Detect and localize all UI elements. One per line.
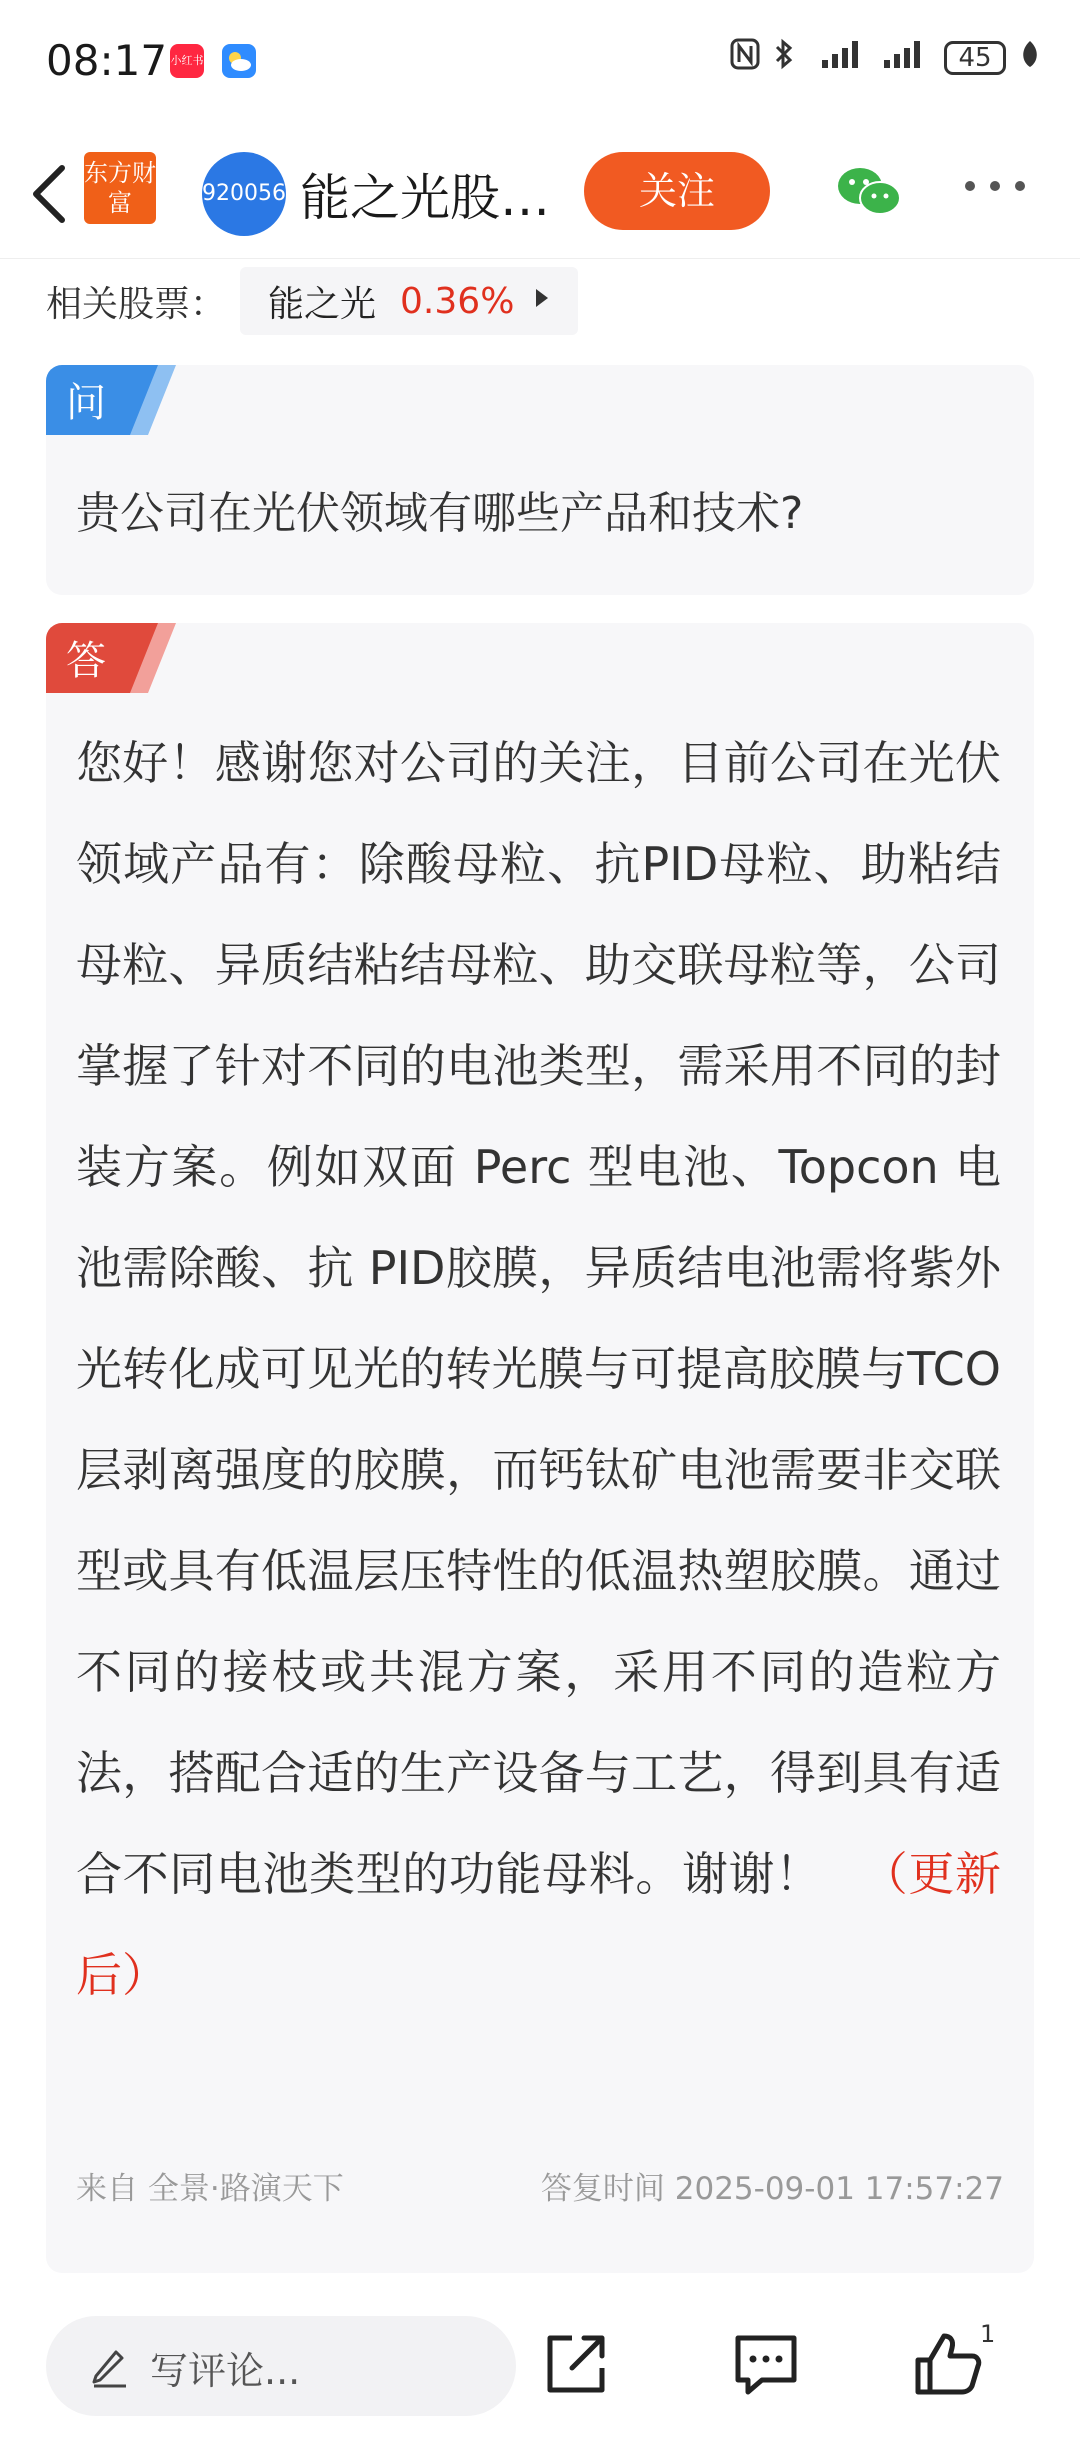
eastmoney-logo: 东方财富 [84,152,156,224]
share-icon [536,2324,616,2404]
answer-tag [46,623,176,693]
share-button[interactable] [536,2324,616,2404]
stock-avatar[interactable]: 920056 [202,152,286,236]
thumbs-up-icon [908,2324,988,2404]
like-count: 1 [980,2320,996,2348]
related-stock-change: 0.36% [400,280,515,322]
top-navigation-bar [0,130,1080,259]
answer-reply-time: 答复时间 2025-09-01 17:57:27 [540,2171,1004,2207]
status-icons [730,38,1040,78]
follow-button[interactable]: 关注 [584,152,770,230]
bottom-action-bar [0,2290,1080,2440]
nfc-icon [730,38,760,78]
weather-icon [222,44,256,78]
xiaohongshu-icon: 小红书 [170,44,204,78]
related-stocks-row [46,265,578,337]
related-stock-chip[interactable] [240,267,578,335]
question-tag [46,365,176,435]
status-bar [0,0,1080,120]
battery-icon: 45 [944,41,1006,75]
leaf-icon [1020,38,1040,78]
answer-text [76,713,1001,2026]
bluetooth-icon [774,38,794,78]
like-button[interactable] [908,2324,988,2404]
play-arrow-icon [534,287,550,315]
question-card [46,365,1034,595]
answer-body: 您好！感谢您对公司的关注，目前公司在光伏领域产品有：除酸母粒、抗PID母粒、助粘结母粒、异质结粘结母粒、助交联母粒等，公司掌握了针对不同的电池类型，需采用不同的封装方案。例如双面 Perc 型电池、Topcon 电池需除酸、抗 PID胶膜，异质结电池需将紫外光转化成可见光的转光膜与可提高胶膜与TCO 层剥离强度的胶膜，而钙钛矿电池需要非交联型或具有低温层压特性的低温热塑胶膜。通过不同的接枝或共混方案，采用不同的造粒方法，搭配合适的生产设备与工艺，得到具有适合不同电池类型的功能母料。谢谢！ [76,736,1001,1901]
question-text: 贵公司在光伏领域有哪些产品和技术? [76,488,804,539]
question-tag-label: 问 [66,380,106,426]
back-arrow-icon [22,156,82,232]
back-button[interactable] [22,156,82,232]
answer-card [46,623,1034,2273]
comment-bubble-icon [726,2324,806,2404]
pencil-icon [86,2342,134,2390]
comments-button[interactable] [726,2324,806,2404]
wechat-share-icon[interactable] [836,164,902,220]
comment-placeholder: 写评论... [150,2349,301,2393]
status-time: 08:17 [46,36,168,85]
signal-icon-2 [882,38,930,78]
stock-title[interactable]: 能之光股… [300,169,550,227]
updated-badge: （更新后） [76,1847,1002,2002]
answer-source: 来自 全景·路演天下 [76,2171,344,2207]
signal-icon-1 [808,38,868,78]
comment-input[interactable] [46,2316,516,2416]
more-options-icon[interactable] [960,170,1030,210]
related-stocks-label: 相关股票： [46,283,227,325]
related-stock-name: 能之光 [268,283,377,325]
answer-tag-label: 答 [66,638,106,684]
